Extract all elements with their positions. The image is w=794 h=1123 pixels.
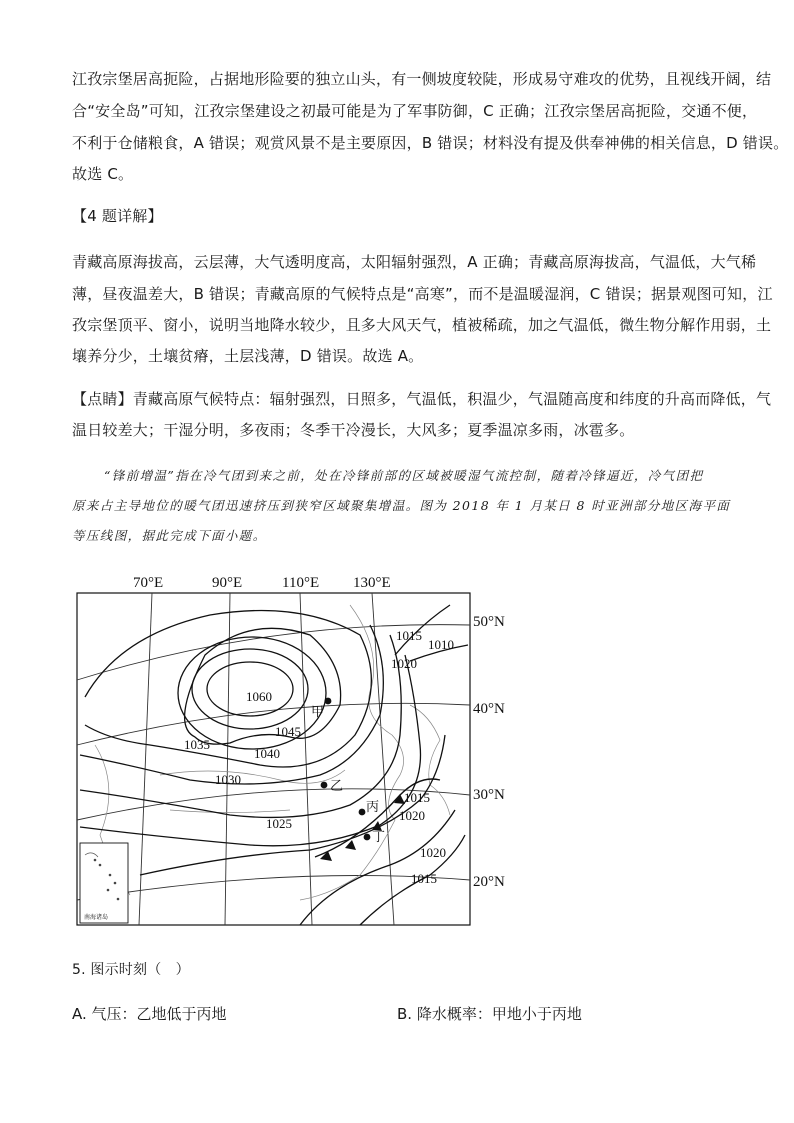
explanation-line-3: 不利于仓储粮食，A 错误；观赏风景不是主要原因，B 错误；材料没有提及供奉神佛的相关信息，D 错误。 [72,134,789,152]
lat-label-50: 50°N [473,614,505,630]
isobar-label-1060: 1060 [246,689,272,704]
isobar-label-1020-north: 1020 [391,656,417,671]
isobar-label-1020-south: 1020 [420,845,446,860]
isobar-label-1020-east: 1020 [399,808,425,823]
lat-label-30: 30°N [473,787,505,803]
isobar-map [0,565,794,945]
isobar-label-1015-east: 1015 [404,790,430,805]
q4-line-3: 孜宗堡顶平、窗小，说明当地降水较少，且多大风天气，植被稀疏，加之气温低，微生物分解作用弱，土 [72,316,772,334]
question-5-option-a[interactable]: A. 气压：乙地低于丙地 [72,1005,227,1023]
lon-label-130: 130°E [353,575,391,591]
isobar-label-1015-north: 1015 [396,628,422,643]
intro-line-3: 等压线图，据此完成下面小题。 [72,528,267,543]
q4-line-2: 薄，昼夜温差大，B 错误；青藏高原的气候特点是“高寒”，而不是温暖湿润，C 错误；据景观图可知，江 [72,285,773,303]
lat-label-40: 40°N [473,701,505,717]
tip-line-2: 温日较差大；干湿分明，多夜雨；冬季干冷漫长，大风多；夏季温凉多雨，冰雹多。 [72,421,635,439]
point-label-ding: 丁 [372,830,386,845]
isobar-label-1035: 1035 [184,737,210,752]
isobar-label-1010: 1010 [428,637,454,652]
lat-label-20: 20°N [473,874,505,890]
lon-label-110: 110°E [282,575,320,591]
isobar-label-1040: 1040 [254,746,280,761]
point-label-jia: 甲 [311,705,325,720]
point-label-bing: 丙 [366,800,380,815]
intro-line-2: 原来占主导地位的暖气团迅速挤压到狭窄区域聚集增温。图为 2018 年 1 月某日 8 时亚洲部分地区海平面 [72,498,731,513]
isobar-label-1025: 1025 [266,816,292,831]
intro-line-1: “锋前增温”指在冷气团到来之前，处在冷锋前部的区域被暖湿气流控制，随着冷锋逼近，冷气团把 [104,468,704,483]
tip-line-1: 【点睛】青藏高原气候特点：辐射强烈，日照多，气温低，积温少，气温随高度和纬度的升高而降低，气 [72,390,772,408]
lon-label-90: 90°E [212,575,243,591]
question-5-option-b[interactable]: B. 降水概率：甲地小于丙地 [397,1005,582,1023]
q4-line-1: 青藏高原海拔高，云层薄，大气透明度高，太阳辐射强烈，A 正确；青藏高原海拔高，气温低，大气稀 [72,253,757,271]
inset-label: 南海诸岛 [84,914,109,921]
explanation-line-1: 江孜宗堡居高扼险，占据地形险要的独立山头，有一侧坡度较陡，形成易守难攻的优势，且视线开阔，结 [72,70,772,88]
explanation-line-2: 合“安全岛”可知，江孜宗堡建设之初最可能是为了军事防御，C 正确；江孜宗堡居高扼险，交通不便， [72,102,758,120]
q4-line-4: 壤养分少，土壤贫瘠，土层浅薄，D 错误。故选 A。 [72,347,424,365]
isobar-label-1045: 1045 [275,724,301,739]
point-label-yi: 乙 [330,779,344,794]
isobar-label-1015-south: 1015 [411,871,437,886]
lon-label-70: 70°E [133,575,164,591]
q4-header: 【4 题详解】 [72,207,163,225]
explanation-line-4: 故选 C。 [72,165,134,183]
isobar-label-1030: 1030 [215,772,241,787]
question-5-stem: 5. 图示时刻（ ） [72,962,190,978]
